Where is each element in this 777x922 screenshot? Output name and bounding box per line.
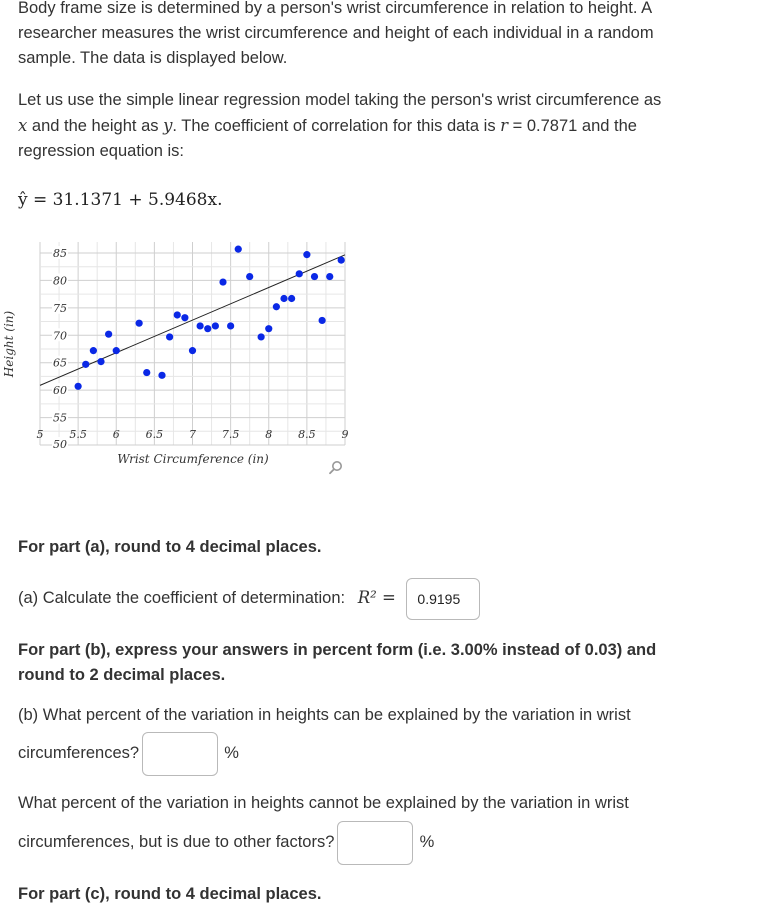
data-point	[113, 347, 120, 354]
r-value: 0.7871	[526, 117, 578, 135]
x-tick-label: 6.5	[145, 428, 164, 441]
intro-text	[18, 0, 698, 71]
data-point	[158, 372, 165, 379]
data-point	[258, 333, 265, 340]
part-a-row	[18, 577, 480, 619]
y-tick-label: 60	[53, 384, 67, 398]
data-point	[311, 273, 318, 280]
x-variable: x	[18, 116, 28, 135]
data-point	[319, 317, 326, 324]
data-point	[136, 320, 143, 327]
data-point	[219, 278, 226, 285]
part-b-question-1-row	[18, 731, 239, 775]
data-point	[246, 273, 253, 280]
x-tick-label: 7.5	[221, 428, 240, 441]
data-point	[204, 325, 211, 332]
part-b-question-2-line-2: circumferences, but is due to other factors?	[18, 833, 335, 851]
r-squared-label: R² =	[357, 588, 396, 607]
intro-line-1: Body frame size is determined by a person's wrist circumference in relation to height. A	[18, 0, 653, 17]
data-point	[143, 369, 150, 376]
model-line-3: regression equation is:	[18, 142, 185, 160]
part-c-instruction: For part (c), round to 4 decimal places.	[18, 885, 322, 903]
magnifier-icon[interactable]	[330, 462, 341, 473]
y-tick-label: 50	[53, 438, 67, 451]
data-point	[181, 314, 188, 321]
x-tick-label: 5	[36, 428, 44, 441]
r-symbol: r	[500, 116, 509, 135]
intro-line-2: researcher measures the wrist circumference and height of each individual in a random	[18, 24, 654, 42]
y-tick-label: 80	[53, 274, 67, 288]
part-b-instruction	[18, 638, 718, 688]
regression-equation: ŷ = 31.1371 + 5.9468x.	[18, 190, 223, 210]
data-point	[338, 257, 345, 264]
x-tick-label: 9	[341, 428, 349, 441]
part-a-question: (a) Calculate the coefficient of determination:	[18, 589, 346, 607]
y-tick-label: 65	[53, 356, 67, 370]
model-mid-2: . The coefficient of correlation for this data is	[172, 117, 501, 135]
part-b-instruction-line-1: For part (b), express your answers in percent form (i.e. 3.00% instead of 0.03) and	[18, 641, 657, 659]
part-b-instruction-line-2: round to 2 decimal places.	[18, 666, 226, 684]
data-point	[273, 303, 280, 310]
model-line-1: Let us use the simple linear regression model taking the person's wrist circumference as	[18, 91, 662, 109]
y-tick-label: 70	[53, 329, 67, 343]
part-b-question-2-row	[18, 820, 434, 864]
model-text	[18, 88, 698, 164]
x-axis-label: Wrist Circumference (in)	[117, 452, 269, 466]
data-point	[97, 358, 104, 365]
data-point	[189, 347, 196, 354]
percent-sign-2: %	[419, 833, 435, 851]
data-point	[303, 251, 310, 258]
data-point	[326, 273, 333, 280]
data-point	[212, 322, 219, 329]
data-point	[227, 322, 234, 329]
scatter-plot	[0, 232, 360, 482]
data-point	[197, 322, 204, 329]
part-b-question-1-line-2: circumferences?	[18, 744, 140, 762]
data-point	[235, 246, 242, 253]
data-point	[166, 333, 173, 340]
x-tick-label: 5.5	[69, 428, 87, 441]
r-squared-input[interactable]: 0.9195	[406, 578, 480, 620]
data-point	[174, 311, 181, 318]
x-tick-label: 8	[265, 428, 273, 441]
data-point	[90, 347, 97, 354]
equals-sign: =	[508, 117, 527, 135]
part-b-question-2-line-1: What percent of the variation in heights cannot be explained by the variation in wrist	[18, 794, 629, 812]
x-tick-label: 7	[189, 428, 196, 441]
y-tick-label: 85	[53, 246, 67, 260]
data-point	[75, 383, 82, 390]
data-point	[105, 331, 112, 338]
data-point	[288, 295, 295, 302]
model-mid-3: and the	[577, 117, 637, 135]
y-variable: y	[163, 116, 173, 135]
data-point	[265, 325, 272, 332]
part-b-question-1-line-1: (b) What percent of the variation in heights can be explained by the variation in wrist	[18, 706, 631, 724]
y-tick-label: 75	[53, 301, 67, 315]
data-point	[280, 295, 287, 302]
data-point	[296, 270, 303, 277]
data-point	[82, 361, 89, 368]
explained-percent-input[interactable]	[142, 732, 218, 776]
part-a-instruction: For part (a), round to 4 decimal places.	[18, 538, 322, 556]
intro-line-3: sample. The data is displayed below.	[18, 49, 288, 67]
unexplained-percent-input[interactable]	[337, 821, 413, 865]
percent-sign-1: %	[224, 744, 239, 762]
y-tick-label: 55	[53, 411, 67, 425]
x-tick-label: 6	[112, 428, 120, 441]
x-tick-label: 8.5	[298, 428, 316, 441]
model-mid-1: and the height as	[27, 117, 164, 135]
y-axis-label: Height (in)	[2, 310, 16, 378]
